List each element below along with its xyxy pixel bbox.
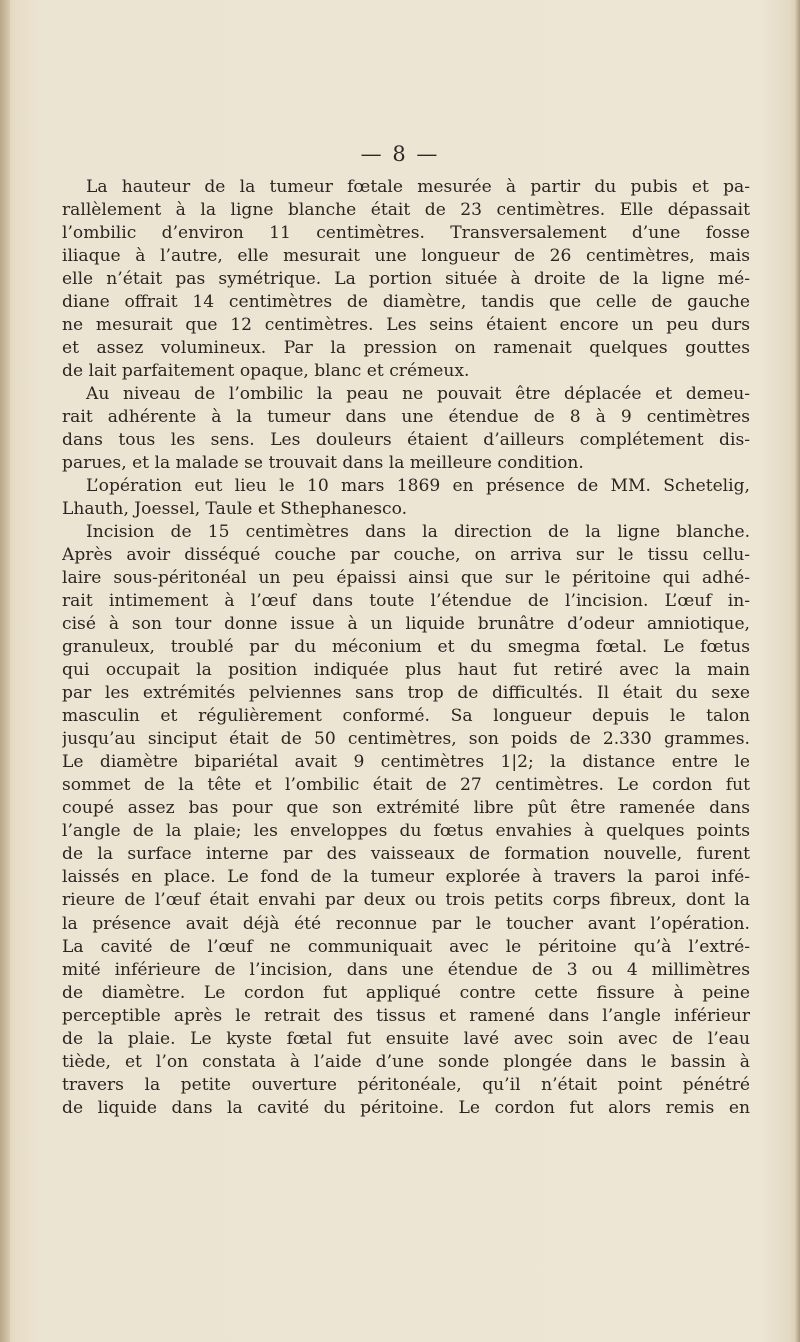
text-line: masculin et régulièrement conformé. Sa longueur depuis le talon [62, 706, 750, 727]
text-line: de diamètre. Le cordon fut appliqué contre cette fissure à peine [62, 982, 750, 1003]
text-line: ne mesurait que 12 centimètres. Les seins étaient encore un peu durs [62, 315, 750, 336]
text-line: de la plaie. Le kyste fœtal fut ensuite lavé avec soin avec de l’eau [62, 1028, 750, 1049]
text-line: Après avoir disséqué couche par couche, on arriva sur le tissu cellu- [62, 545, 750, 566]
text-line: l’angle de la plaie; les enveloppes du fœtus envahies à quelques points [62, 821, 750, 842]
text-line: rait adhérente à la tumeur dans une étendue de 8 à 9 centimètres [62, 407, 750, 428]
text-line: jusqu’au sinciput était de 50 centimètres, son poids de 2.330 grammes. [62, 729, 750, 750]
body-text [62, 176, 750, 1120]
text-line: laissés en place. Le fond de la tumeur explorée à travers la paroi infé- [62, 867, 750, 888]
text-line: Au niveau de l’ombilic la peau ne pouvait être déplacée et demeu- [86, 384, 750, 405]
text-line: L’opération eut lieu le 10 mars 1869 en présence de MM. Schetelig, [86, 476, 750, 497]
text-line: perceptible après le retrait des tissus et ramené dans l’angle inférieur [62, 1005, 750, 1026]
text-line: coupé assez bas pour que son extrémité libre pût être ramenée dans [62, 798, 750, 819]
text-line: mité inférieure de l’incision, dans une étendue de 3 ou 4 millimètres [62, 959, 750, 980]
page-binding-edge [0, 0, 10, 1342]
text-line: iliaque à l’autre, elle mesurait une longueur de 26 centimètres, mais [62, 246, 750, 267]
text-line: et assez volumineux. Par la pression on ramenait quelques gouttes [62, 338, 750, 359]
text-line: La cavité de l’œuf ne communiquait avec le péritoine qu’à l’extré- [62, 936, 750, 957]
page-number: — 8 — [360, 142, 440, 166]
text-line: de liquide dans la cavité du péritoine. Le cordon fut alors remis en [62, 1097, 750, 1118]
text-line: cisé à son tour donne issue à un liquide brunâtre d’odeur amniotique, [62, 614, 750, 635]
text-line: dans tous les sens. Les douleurs étaient d’ailleurs complétement dis- [62, 430, 750, 451]
text-line: elle n’était pas symétrique. La portion située à droite de la ligne mé- [62, 269, 750, 290]
text-line: rait intimement à l’œuf dans toute l’étendue de l’incision. L’œuf in- [62, 591, 750, 612]
text-line: par les extrémités pelviennes sans trop de difficultés. Il était du sexe [62, 683, 750, 704]
text-line: qui occupait la position indiquée plus haut fut retiré avec la main [62, 660, 750, 681]
text-line: parues, et la malade se trouvait dans la meilleure condition. [62, 453, 584, 474]
text-line: Lhauth, Joessel, Taule et Sthephanesco. [62, 499, 408, 520]
text-line: travers la petite ouverture péritonéale, qu’il n’était point pénétré [62, 1074, 750, 1095]
text-line: La hauteur de la tumeur fœtale mesurée à partir du pubis et pa- [86, 177, 750, 197]
text-line: de lait parfaitement opaque, blanc et crémeux. [62, 361, 470, 382]
text-line: rallèlement à la ligne blanche était de 23 centimètres. Elle dépassait [62, 200, 750, 221]
text-line: la présence avait déjà été reconnue par le toucher avant l’opération. [62, 913, 750, 934]
text-line: sommet de la tête et l’ombilic était de 27 centimètres. Le cordon fut [62, 775, 750, 796]
text-line: laire sous-péritonéal un peu épaissi ainsi que sur le péritoine qui adhé- [62, 568, 750, 589]
text-line: de la surface interne par des vaisseaux de formation nouvelle, furent [62, 844, 750, 865]
text-line: Le diamètre bipariétal avait 9 centimètres 1|2; la distance entre le [62, 752, 750, 773]
text-line: l’ombilic d’environ 11 centimètres. Transversalement d’une fosse [62, 223, 750, 244]
page-right-edge [794, 0, 800, 1342]
text-line: Incision de 15 centimètres dans la direction de la ligne blanche. [86, 522, 750, 543]
text-line: granuleux, troublé par du méconium et du smegma fœtal. Le fœtus [62, 637, 750, 658]
text-line: rieure de l’œuf était envahi par deux ou trois petits corps fibreux, dont la [62, 890, 750, 911]
text-line: diane offrait 14 centimètres de diamètre, tandis que celle de gauche [62, 292, 750, 313]
text-line: tiède, et l’on constata à l’aide d’une sonde plongée dans le bassin à [62, 1051, 750, 1072]
